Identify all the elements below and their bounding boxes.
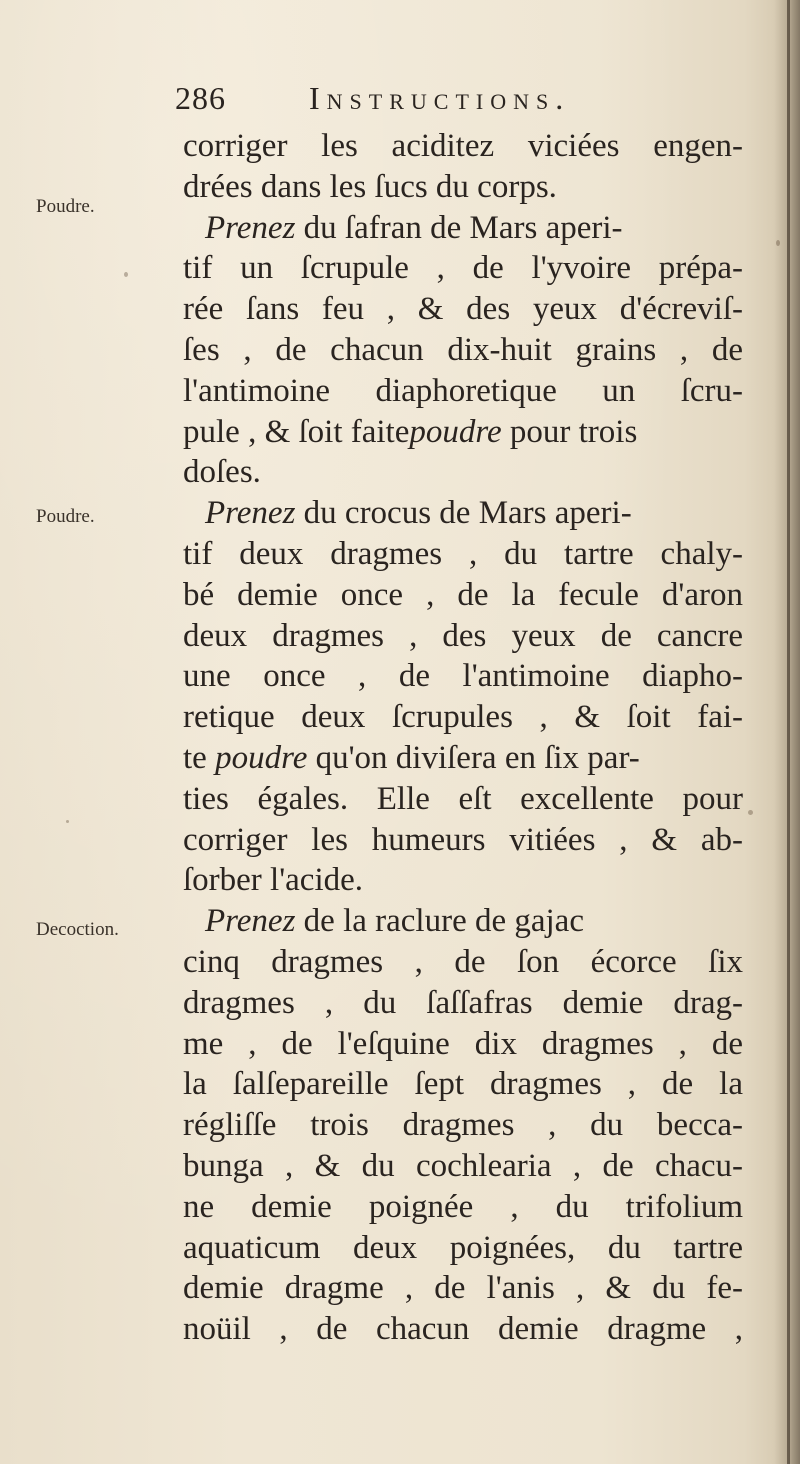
- running-title: Instructions.: [309, 80, 571, 116]
- text-line: rée ſans feu , & des yeux d'écreviſ-: [183, 291, 743, 328]
- paper-speck: [66, 820, 69, 823]
- page-number: 286: [175, 80, 226, 116]
- text-line: régliſſe trois dragmes , du becca-: [183, 1107, 743, 1144]
- text-fragment: qu'on diviſera en ſix par-: [315, 739, 640, 776]
- italic-word-poudre: poudre: [215, 739, 308, 776]
- text-fragment: du ſafran de Mars aperi-: [303, 209, 623, 246]
- text-line: retique deux ſcrupules , & ſoit fai-: [183, 699, 743, 736]
- text-line: ne demie poignée , du trifolium: [183, 1188, 743, 1225]
- text-line: bunga , & du cochlearia , de chacu-: [183, 1147, 743, 1184]
- text-fragment: pour trois: [509, 413, 638, 450]
- text-line: dragmes , du ſaſſafras demie drag-: [183, 984, 743, 1021]
- text-line: [183, 412, 743, 453]
- text-fragment: te: [183, 739, 207, 776]
- text-fragment: de la raclure de gajac: [303, 903, 584, 940]
- margin-note-decoction: Decoction.: [36, 919, 119, 940]
- text-line: doſes.: [183, 454, 261, 491]
- text-line: ſes , de chacun dix-huit grains , de: [183, 331, 743, 368]
- text-line: cinq dragmes , de ſon écorce ſix: [183, 943, 743, 980]
- binding-edge: [787, 0, 790, 1464]
- text-line: noüil , de chacun demie dragme ,: [183, 1311, 743, 1348]
- text-line: ties égales. Elle eſt excellente pour: [183, 780, 743, 817]
- margin-note-poudre-1: Poudre.: [36, 196, 95, 217]
- paper-speck: [776, 240, 780, 246]
- text-line: l'antimoine diaphoretique un ſcru-: [183, 372, 743, 409]
- text-line: [183, 901, 743, 942]
- text-fragment: pule , & ſoit faite: [183, 413, 410, 450]
- text-line: [183, 208, 743, 249]
- text-line: tif un ſcrupule , de l'yvoire prépa-: [183, 250, 743, 287]
- paper-speck: [748, 810, 753, 815]
- text-line: [183, 493, 743, 534]
- text-line: la ſalſepareille ſept dragmes , de la: [183, 1066, 743, 1103]
- body-text: [183, 126, 743, 1350]
- text-line: demie dragme , de l'anis , & du fe-: [183, 1270, 743, 1307]
- text-line: une once , de l'antimoine diapho-: [183, 658, 743, 695]
- text-line: drées dans les ſucs du corps.: [183, 168, 557, 205]
- text-line: corriger les aciditez viciées engen-: [183, 128, 743, 164]
- recipe-lead-word: Prenez: [205, 495, 296, 532]
- text-fragment: du crocus de Mars aperi-: [303, 495, 632, 532]
- text-line: [183, 738, 743, 779]
- recipe-lead-word: Prenez: [205, 903, 296, 940]
- text-line: me , de l'eſquine dix dragmes , de: [183, 1025, 743, 1062]
- italic-word-poudre: poudre: [409, 413, 502, 450]
- recipe-lead-word: Prenez: [205, 209, 296, 246]
- running-head: [175, 80, 735, 128]
- paper-speck: [124, 272, 128, 277]
- text-line: tif deux dragmes , du tartre chaly-: [183, 535, 743, 572]
- text-line: aquaticum deux poignées, du tartre: [183, 1229, 743, 1266]
- text-line: corriger les humeurs vitiées , & ab-: [183, 821, 743, 858]
- text-line: bé demie once , de la fecule d'aron: [183, 576, 743, 613]
- margin-note-poudre-2: Poudre.: [36, 506, 95, 527]
- text-line: ſorber l'acide.: [183, 862, 364, 899]
- text-line: deux dragmes , des yeux de cancre: [183, 617, 743, 654]
